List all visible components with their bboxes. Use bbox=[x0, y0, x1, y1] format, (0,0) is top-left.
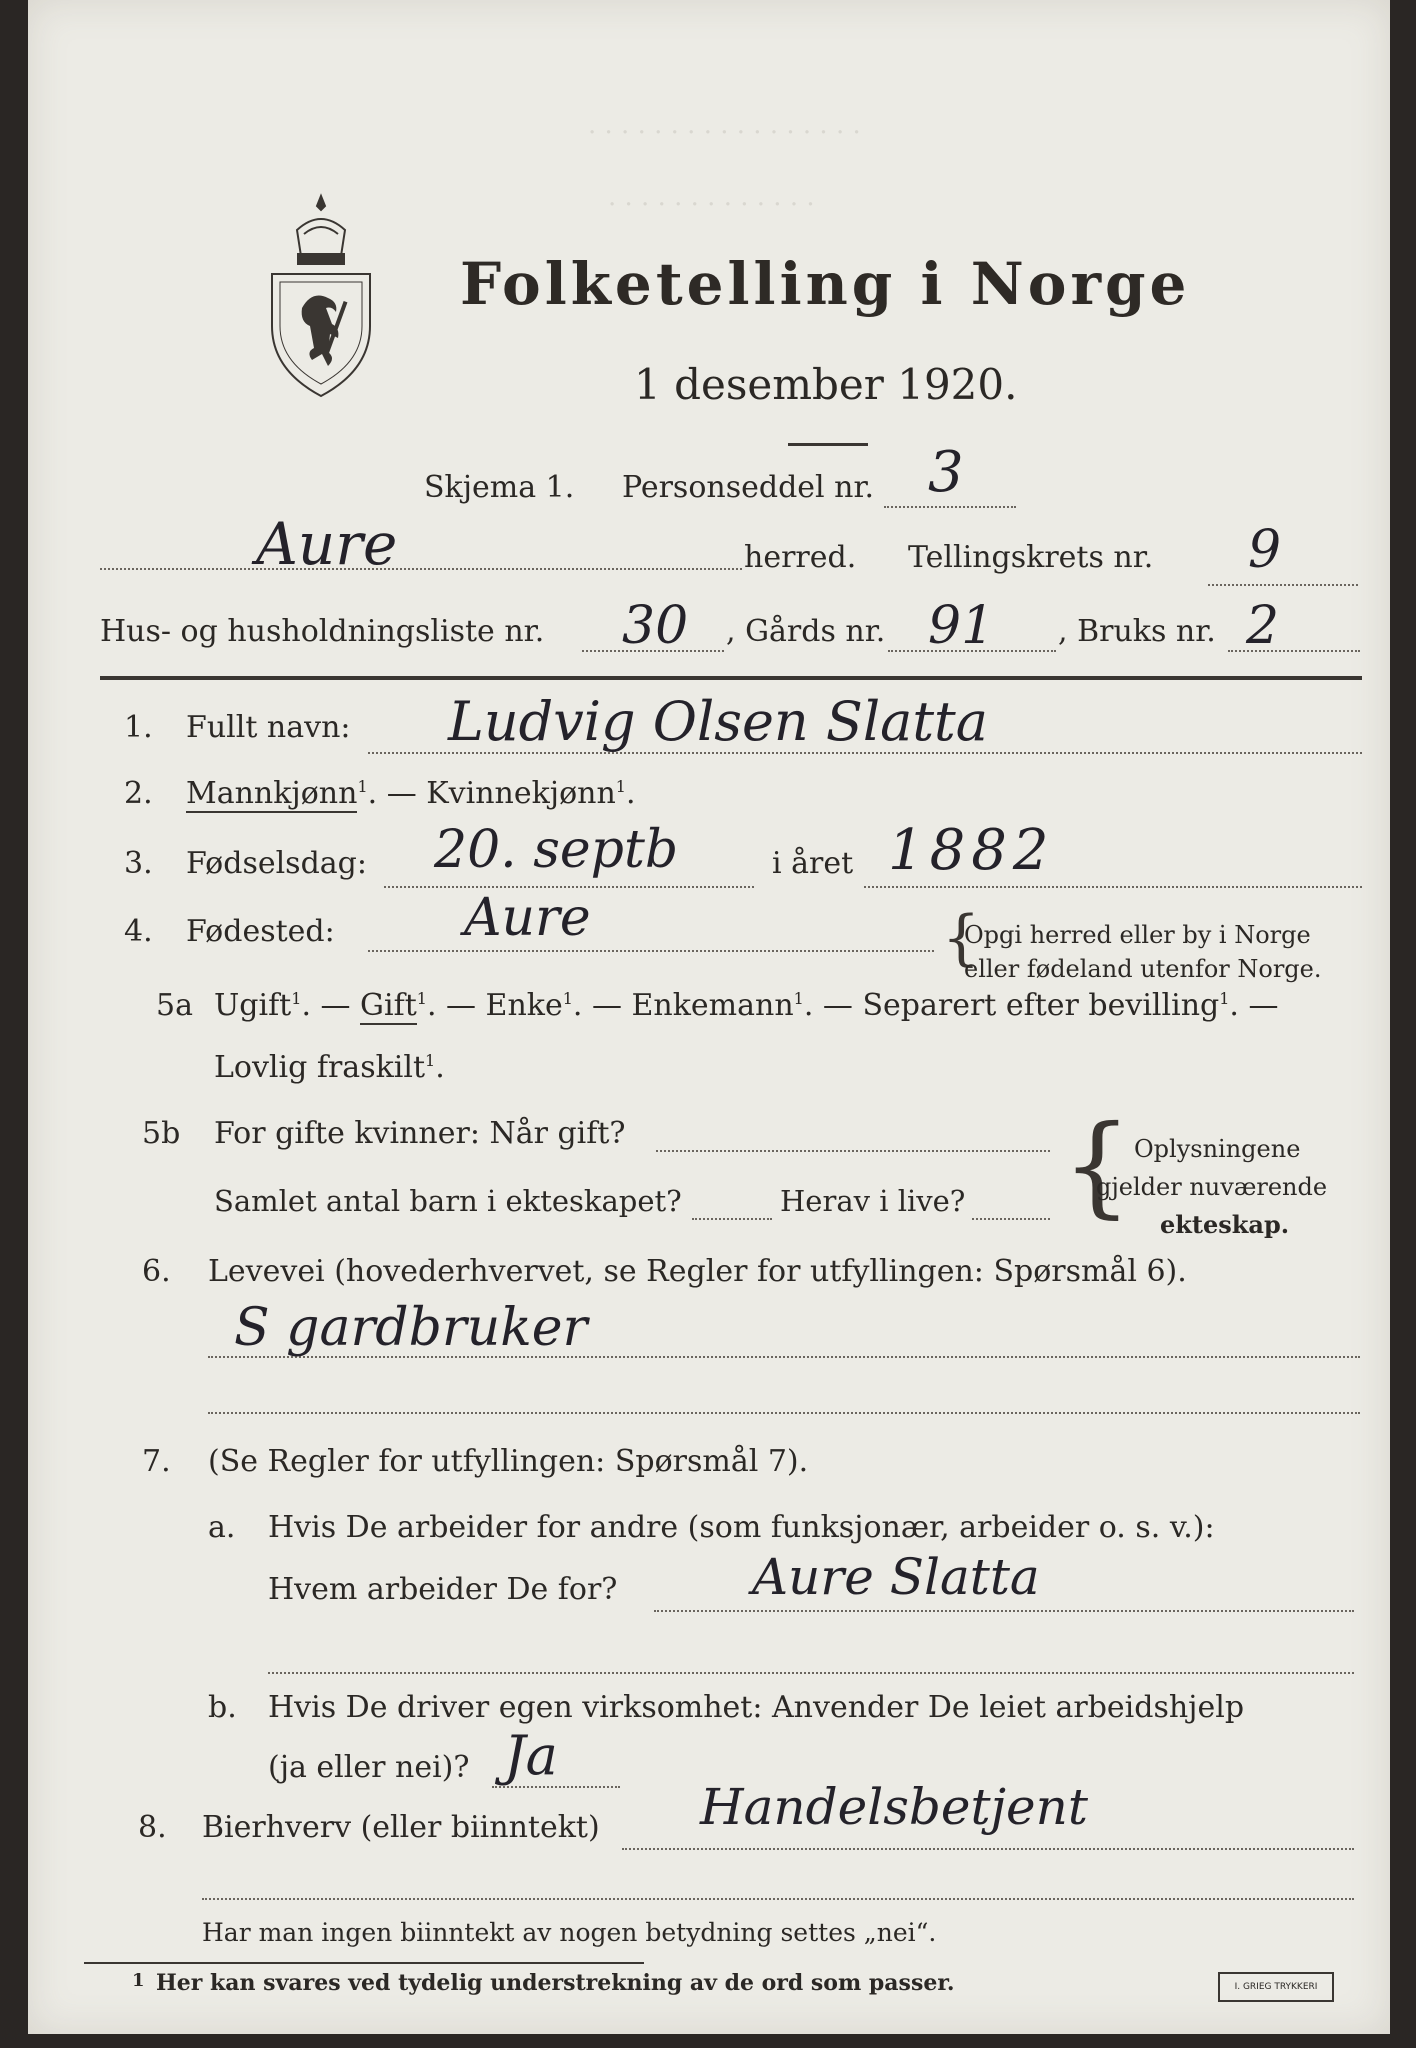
q2-options bbox=[186, 776, 636, 811]
q5b-alive-label: Herav i live? bbox=[780, 1184, 966, 1218]
header-divider bbox=[100, 676, 1362, 680]
tellingskrets-line bbox=[1208, 584, 1358, 586]
q4-number: 4. bbox=[124, 914, 153, 949]
q4-birthplace[interactable]: Aure bbox=[464, 888, 591, 948]
footnote-number: 1 bbox=[132, 1970, 145, 1991]
q7b-answer[interactable]: Ja bbox=[504, 1724, 558, 1787]
q6-line2 bbox=[208, 1412, 1360, 1414]
q7a-line-extra bbox=[268, 1672, 1354, 1674]
q7a-line1: Hvis De arbeider for andre (som funksjonær, arbeider o. s. v.): bbox=[268, 1510, 1215, 1545]
q2-end: . bbox=[625, 776, 636, 811]
bruks-label: , Bruks nr. bbox=[1058, 614, 1216, 649]
q3-birth-year[interactable]: 1882 bbox=[888, 818, 1055, 883]
q7a-line bbox=[654, 1610, 1354, 1612]
hus-label: Hus- og husholdningsliste nr. bbox=[100, 614, 545, 649]
q5b-number: 5b bbox=[142, 1116, 181, 1151]
q4-note-line2: eller fødeland utenfor Norge. bbox=[964, 955, 1322, 983]
q5b-alive-line[interactable] bbox=[972, 1218, 1050, 1220]
q8-line-extra bbox=[202, 1898, 1354, 1900]
q4-brace: { bbox=[942, 903, 981, 973]
q5a-number: 5a bbox=[156, 988, 193, 1023]
footer-note: Har man ingen biinntekt av nogen betydning settes „nei“. bbox=[202, 1918, 937, 1947]
bleed-through-text: · · · · · · · · · · · · · · · · · bbox=[588, 118, 861, 148]
q5b-married-when-label: For gifte kvinner: Når gift? bbox=[214, 1116, 626, 1151]
gards-label: , Gårds nr. bbox=[726, 614, 886, 649]
gards-value[interactable]: 91 bbox=[928, 596, 995, 656]
q5a-fraskilt-option[interactable] bbox=[214, 1050, 445, 1085]
tellingskrets-label: Tellingskrets nr. bbox=[908, 540, 1154, 575]
q5b-note-line3: ekteskap. bbox=[1160, 1210, 1290, 1239]
q5a-enke-option[interactable]: . — Enke bbox=[426, 988, 563, 1023]
q3-label: Fødselsdag: bbox=[186, 846, 367, 881]
tellingskrets-value[interactable]: 9 bbox=[1248, 520, 1282, 580]
q5b-brace: { bbox=[1062, 1101, 1132, 1229]
q8-secondary-income[interactable]: Handelsbetjent bbox=[700, 1778, 1088, 1836]
q7a-line2: Hvem arbeider De for? bbox=[268, 1572, 618, 1607]
q7-number: 7. bbox=[142, 1444, 171, 1479]
q5a-end: . — bbox=[1229, 988, 1279, 1023]
q1-number: 1. bbox=[124, 710, 153, 745]
q8-number: 8. bbox=[138, 1810, 167, 1845]
q7a-letter: a. bbox=[208, 1510, 236, 1545]
q5a-separert-option[interactable]: . — Separert efter bevilling bbox=[803, 988, 1220, 1023]
q5a-enkemann-option[interactable]: . — Enkemann bbox=[572, 988, 794, 1023]
herred-label: herred. bbox=[744, 540, 857, 575]
personseddel-line bbox=[884, 506, 1016, 508]
q2-number: 2. bbox=[124, 776, 153, 811]
q5a-fraskilt-label: Lovlig fraskilt bbox=[214, 1050, 426, 1085]
bruks-value[interactable]: 2 bbox=[1246, 596, 1280, 656]
norway-coat-of-arms-icon bbox=[262, 190, 380, 400]
q8-label: Bierhverv (eller biinntekt) bbox=[202, 1810, 600, 1845]
form-title: Folketelling i Norge bbox=[460, 250, 1191, 318]
q2-footnote-mark: 1 bbox=[357, 777, 368, 796]
q1-full-name[interactable]: Ludvig Olsen Slatta bbox=[448, 690, 988, 753]
q5b-children-line[interactable] bbox=[692, 1218, 772, 1220]
herred-value[interactable]: Aure bbox=[256, 510, 398, 578]
q6-number: 6. bbox=[142, 1254, 171, 1289]
q5a-sep: . — bbox=[301, 988, 361, 1023]
q2-male-option[interactable]: Mannkjønn bbox=[186, 776, 358, 811]
footnote-text: Her kan svares ved tydelig understrekning av de ord som passer. bbox=[156, 1970, 955, 1996]
q6-label: Levevei (hovederhvervet, se Regler for utfyllingen: Spørsmål 6). bbox=[208, 1254, 1187, 1289]
q5a-gift-option[interactable]: Gift bbox=[360, 988, 417, 1023]
q4-note-line1: Opgi herred eller by i Norge bbox=[964, 921, 1311, 949]
q3-year-label: i året bbox=[772, 846, 854, 881]
bleed-through-text: · · · · · · · · · · · · · bbox=[608, 190, 815, 220]
q7-label: (Se Regler for utfyllingen: Spørsmål 7). bbox=[208, 1444, 809, 1479]
q6-occupation[interactable]: S gardbruker bbox=[234, 1298, 588, 1358]
q5a-footnote-mark: 1 bbox=[425, 1051, 436, 1070]
personseddel-label: Personseddel nr. bbox=[622, 470, 875, 505]
q3-year-line bbox=[864, 886, 1362, 888]
q5b-note-line1: Oplysningene bbox=[1134, 1135, 1301, 1163]
q3-number: 3. bbox=[124, 846, 153, 881]
q5b-children-label: Samlet antal barn i ekteskapet? bbox=[214, 1184, 682, 1218]
q5b-note-line2: gjelder nuværende bbox=[1096, 1173, 1328, 1201]
q2-female-option[interactable]: . — Kvinnekjønn bbox=[367, 776, 616, 811]
q4-line bbox=[368, 950, 934, 952]
q1-label: Fullt navn: bbox=[186, 710, 351, 745]
herred-line bbox=[100, 568, 742, 570]
personseddel-value[interactable]: 3 bbox=[928, 440, 964, 505]
q5b-married-line[interactable] bbox=[656, 1150, 1050, 1152]
q5a-ugift-option[interactable]: Ugift bbox=[214, 988, 292, 1023]
hus-value[interactable]: 30 bbox=[622, 596, 689, 656]
q7a-employer[interactable]: Aure Slatta bbox=[752, 1548, 1040, 1606]
census-form-sheet bbox=[28, 0, 1390, 2034]
title-divider bbox=[788, 443, 868, 446]
q7b-letter: b. bbox=[208, 1690, 237, 1725]
q3-birth-date[interactable]: 20. septb bbox=[434, 820, 679, 880]
q8-line bbox=[622, 1848, 1354, 1850]
q2-footnote-mark-2: 1 bbox=[615, 777, 626, 796]
q7b-line2: (ja eller nei)? bbox=[268, 1750, 470, 1785]
form-date: 1 desember 1920. bbox=[634, 360, 1018, 409]
q4-label: Fødested: bbox=[186, 914, 335, 949]
q5a-options: Ugift$^1$. — Gift$^1$. — Enke$^1$. — Enkemann$^1$. — Separert efter bevilling$^1$. — bbox=[214, 988, 1279, 1023]
q5a-end-2: . bbox=[435, 1050, 445, 1085]
footnote-divider bbox=[84, 1962, 644, 1964]
printer-stamp: I. GRIEG TRYKKERI bbox=[1218, 1972, 1334, 2002]
q7b-line1: Hvis De driver egen virksomhet: Anvender De leiet arbeidshjelp bbox=[268, 1690, 1245, 1725]
skjema-label: Skjema 1. bbox=[424, 470, 575, 505]
